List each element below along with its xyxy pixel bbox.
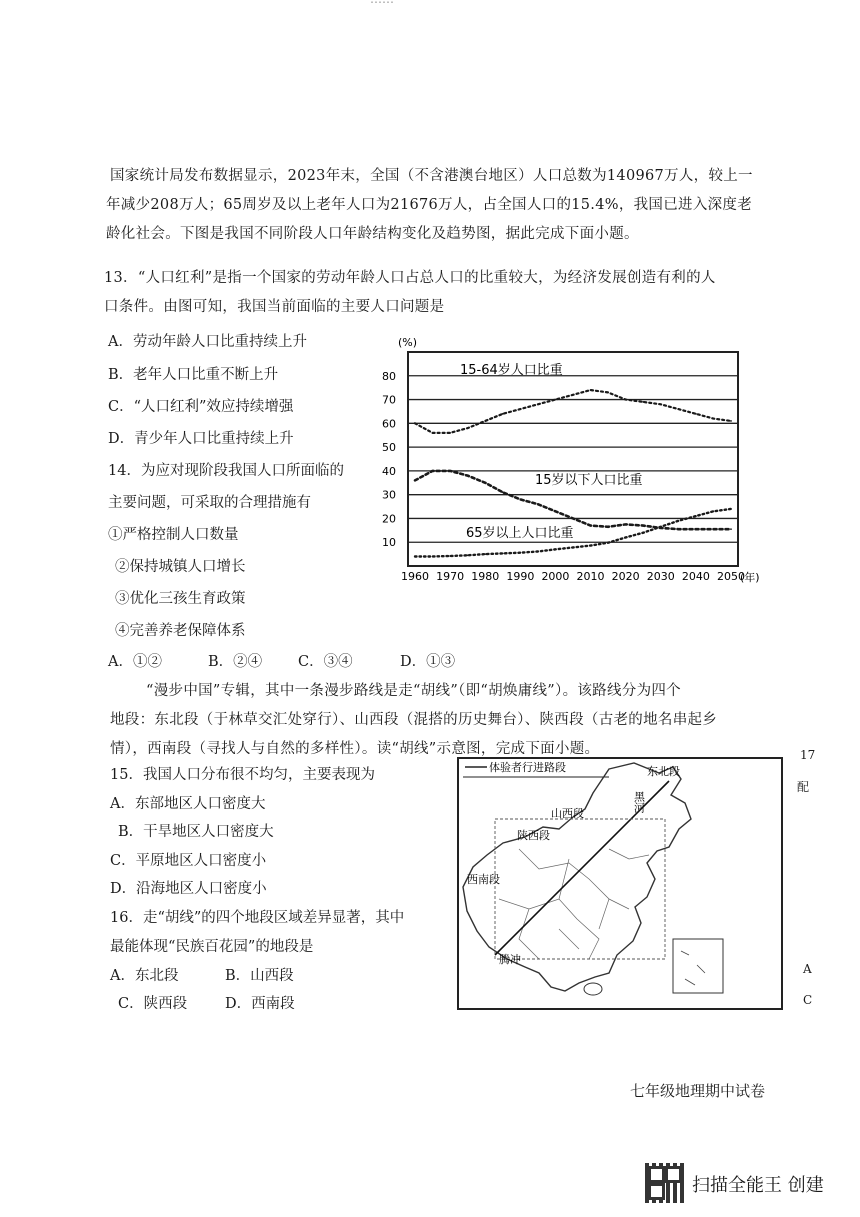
intro-paragraph [106, 162, 790, 249]
y-tick-label-60: 60 [382, 417, 396, 431]
series-1-point-2000 [555, 510, 557, 512]
q14-choice-d: D．①③ [400, 654, 456, 670]
q14-choice-c: C．③④ [298, 654, 353, 670]
hu-intro-paragraph [110, 677, 790, 764]
legend-text: 体验者行进路段 [489, 761, 566, 774]
series-1-point-2050 [730, 528, 732, 530]
q14-item-1: ①严格控制人口数量 [108, 527, 239, 543]
edge-fragment-c: C [803, 993, 813, 1007]
x-tick-label-1980: 1980 [471, 570, 500, 583]
series-1-point-2035 [677, 528, 679, 530]
series-0-point-2015 [607, 392, 609, 394]
series-1-point-1975 [467, 475, 469, 477]
series-1-point-1985 [502, 491, 504, 493]
x-tick-label-1970: 1970 [436, 570, 465, 583]
series-1-point-2040 [695, 528, 697, 530]
map-label-tengchong: 腾冲 [499, 953, 521, 966]
series-0-point-1965 [432, 432, 434, 434]
series-label-under-15: 15岁以下人口比重 [535, 473, 643, 488]
series-1-point-2025 [642, 525, 644, 527]
y-tick-label-70: 70 [382, 393, 396, 407]
series-line-0 [415, 390, 731, 433]
q13-line-1: 13．“人口红利”是指一个国家的劳动年龄人口占总人口的比重较大，为经济发展创造有利的人 [104, 270, 716, 286]
series-1-point-1995 [537, 503, 539, 505]
q14-line-1: 14．为应对现阶段我国人口所面临的 [108, 463, 344, 479]
series-2-point-2015 [607, 542, 609, 544]
edge-fragment-a: A [803, 962, 812, 976]
series-1-point-1960 [414, 480, 416, 482]
map-label-northeast: 东北段 [647, 765, 680, 778]
inset-islands [681, 951, 705, 985]
q13-option-a: A．劳动年龄人口比重持续上升 [108, 334, 307, 350]
series-1-point-1980 [484, 482, 486, 484]
q14-choice-b: B．②④ [208, 654, 263, 670]
map-label-heihe: 黑河 [632, 791, 646, 813]
series-1-point-2015 [607, 526, 609, 528]
q15-option-d: D．沿海地区人口密度小 [110, 881, 267, 897]
q16-option-a: A．东北段 [110, 968, 179, 984]
q16-option-d: D．西南段 [225, 996, 295, 1012]
series-0-point-2030 [660, 403, 662, 405]
y-tick-label-10: 10 [382, 536, 396, 550]
series-2-point-2005 [572, 547, 574, 549]
q15-option-c: C．平原地区人口密度小 [110, 853, 267, 869]
q15-option-a: A．东部地区人口密度大 [110, 796, 266, 812]
province-boundaries [499, 849, 649, 959]
series-0-point-2035 [677, 408, 679, 410]
series-2-point-1965 [432, 556, 434, 558]
series-2-point-1975 [467, 554, 469, 556]
edge-fragment-pei: 配 [797, 780, 810, 794]
series-0-point-1990 [519, 408, 521, 410]
series-2-point-2030 [660, 526, 662, 528]
y-tick-label-50: 50 [382, 441, 396, 455]
q15-line-1: 15．我国人口分布很不均匀，主要表现为 [110, 767, 375, 783]
question-13 [104, 264, 794, 322]
y-tick-label-20: 20 [382, 512, 396, 526]
series-2-point-2050 [730, 508, 732, 510]
series-0-point-2005 [572, 394, 574, 396]
series-2-point-2040 [695, 515, 697, 517]
series-1-point-1970 [449, 470, 451, 472]
intro-line-3: 龄化社会。下图是我国不同阶段人口年龄结构变化及趋势图，据此完成下面小题。 [106, 226, 639, 242]
series-2-point-2045 [713, 510, 715, 512]
series-0-point-1960 [414, 422, 416, 424]
y-tick-label-30: 30 [382, 488, 396, 502]
map-label-shaanxi: 陕西段 [517, 829, 550, 842]
series-0-point-2040 [695, 413, 697, 415]
hu-line-map [457, 757, 783, 1010]
series-1-point-1990 [519, 499, 521, 501]
series-0-point-1980 [484, 420, 486, 422]
q13-option-b: B．老年人口比重不断上升 [108, 367, 279, 383]
series-1-point-2020 [625, 523, 627, 525]
series-0-point-1995 [537, 403, 539, 405]
map-drawing [459, 759, 781, 1008]
series-0-point-2050 [730, 420, 732, 422]
series-0-point-1970 [449, 432, 451, 434]
hu-intro-line-2: 地段：东北段（于林草交汇处穿行）、山西段（混搭的历史舞台）、陕西段（古老的地名串起乡 [110, 712, 718, 728]
x-tick-label-2000: 2000 [541, 570, 570, 583]
hu-intro-line-3: 情），西南段（寻找人与自然的多样性）。读“胡线”示意图，完成下面小题。 [110, 741, 600, 757]
q16-option-c: C．陕西段 [118, 996, 188, 1012]
series-0-point-2025 [642, 401, 644, 403]
series-2-point-1995 [537, 551, 539, 553]
series-2-point-2035 [677, 520, 679, 522]
chart-unit-label: (%) [398, 336, 418, 349]
x-tick-label-1960: 1960 [401, 570, 430, 583]
intro-line-1: 国家统计局发布数据显示，2023年末，全国（不含港澳台地区）人口总数为140967万人，较上一 [110, 168, 753, 184]
series-2-point-2020 [625, 537, 627, 539]
map-label-shanxi: 山西段 [551, 807, 584, 820]
x-tick-label-2050: 2050 [716, 570, 745, 583]
page-footer: 七年级地理期中试卷 [630, 1082, 766, 1100]
x-tick-label-1990: 1990 [506, 570, 535, 583]
q16-line-1: 16．走“胡线”的四个地段区域差异显著，其中 [110, 910, 405, 926]
series-label-over-65: 65岁以上人口比重 [466, 526, 574, 541]
series-2-point-1985 [502, 552, 504, 554]
intro-line-2: 年减少208万人；65周岁及以上老年人口为21676万人，占全国人口的15.4%，我国已进入深度老 [106, 197, 753, 213]
chart-year-unit: (年) [740, 571, 760, 584]
series-2-point-1960 [414, 556, 416, 558]
q13-option-c: C．“人口红利”效应持续增强 [108, 399, 294, 415]
series-2-point-2010 [590, 545, 592, 547]
q14-item-2: ②保持城镇人口增长 [115, 559, 246, 575]
chart-x-ticks [401, 570, 745, 583]
series-1-point-2005 [572, 518, 574, 520]
series-0-point-1985 [502, 413, 504, 415]
q15-option-b: B．干旱地区人口密度大 [118, 824, 274, 840]
map-label-southwest: 西南段 [467, 873, 500, 886]
series-0-point-2020 [625, 399, 627, 401]
series-1-point-1965 [432, 470, 434, 472]
series-0-point-2045 [713, 418, 715, 420]
q16-option-b: B．山西段 [225, 968, 294, 984]
q13-option-d: D．青少年人口比重持续上升 [108, 431, 294, 447]
hainan-island [584, 983, 602, 995]
chart-y-ticks [382, 370, 396, 549]
edge-fragment-17: 17 [800, 748, 816, 762]
series-0-point-2010 [590, 389, 592, 391]
x-tick-label-2030: 2030 [646, 570, 675, 583]
x-tick-label-2020: 2020 [611, 570, 640, 583]
q14-choice-a: A．①② [108, 654, 162, 670]
q14-item-3: ③优化三孩生育政策 [115, 591, 246, 607]
top-fragment [370, 0, 394, 6]
q14-item-4: ④完善养老保障体系 [115, 623, 246, 639]
q13-line-2: 口条件。由图可知，我国当前面临的主要人口问题是 [104, 299, 445, 315]
series-2-point-1970 [449, 555, 451, 557]
q16-line-2: 最能体现“民族百花园”的地段是 [110, 939, 314, 955]
series-2-point-1980 [484, 553, 486, 555]
series-1-point-2010 [590, 525, 592, 527]
series-2-point-2000 [555, 548, 557, 550]
series-1-point-2045 [713, 528, 715, 530]
scanner-watermark: 扫描全能王 创建 [692, 1175, 824, 1196]
series-label-15-64: 15-64岁人口比重 [460, 363, 563, 378]
series-0-point-2000 [555, 399, 557, 401]
hu-intro-line-1: “漫步中国”专辑，其中一条漫步路线是走“胡线”（即“胡焕庸线”）。该路线分为四个 [146, 683, 681, 699]
population-chart [370, 332, 770, 588]
y-tick-label-40: 40 [382, 464, 396, 478]
series-2-point-2025 [642, 532, 644, 534]
series-0-point-1975 [467, 427, 469, 429]
y-tick-label-80: 80 [382, 369, 396, 383]
x-tick-label-2040: 2040 [681, 570, 710, 583]
x-tick-label-2010: 2010 [576, 570, 605, 583]
qr-code-icon [645, 1163, 685, 1203]
q14-line-2: 主要问题，可采取的合理措施有 [108, 495, 311, 511]
series-2-point-1990 [519, 552, 521, 554]
